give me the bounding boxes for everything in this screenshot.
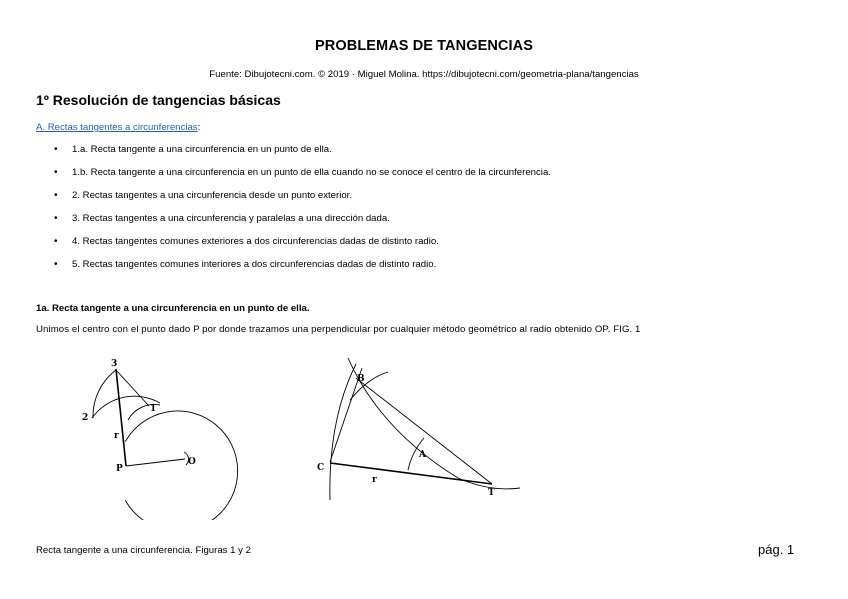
label-r2: r: [372, 475, 377, 485]
list-item-text: 2. Rectas tangentes a una circunferencia desde un punto exterior.: [72, 190, 352, 201]
label-3: 3: [111, 359, 118, 369]
radius-ct: [330, 463, 492, 484]
label-r: r: [114, 431, 119, 441]
list-item: [36, 253, 551, 276]
source-line: Fuente: Dibujotecni.com. © 2019 · Miguel Molina. https://dibujotecni.com/geometria-plana/tangencias: [209, 69, 639, 80]
arc-from-3-outer: [93, 370, 116, 418]
subsection-link[interactable]: A. Rectas tangentes a circunferencias: [36, 122, 198, 133]
label-p: P: [116, 464, 123, 474]
label-b: B: [357, 374, 365, 384]
document-title: PROBLEMAS DE TANGENCIAS: [315, 38, 533, 54]
section-1a-title: 1a. Recta tangente a una circunferencia en un punto de ella.: [36, 303, 310, 314]
list-item-text: 5. Rectas tangentes comunes interiores a dos circunferencias dadas de distinto radio.: [72, 259, 437, 270]
list-item-text: 1.a. Recta tangente a una circunferencia en un punto de ella.: [72, 144, 332, 155]
label-a: A: [419, 450, 426, 460]
list-item: [36, 161, 551, 184]
label-o: O: [188, 457, 196, 467]
figure-1: [92, 369, 238, 520]
section-heading: 1º Resolución de tangencias básicas: [36, 92, 281, 108]
bullet-icon: •: [54, 144, 58, 155]
topic-list: [36, 138, 551, 276]
label-c: C: [317, 463, 325, 473]
list-item-text: 4. Rectas tangentes comunes exteriores a dos circunferencias dadas de distinto radio.: [72, 236, 439, 247]
list-item: [36, 184, 551, 207]
list-item: [36, 207, 551, 230]
label-t: T: [488, 488, 495, 498]
arc-from-3-right: [116, 370, 149, 406]
label-1: 1: [150, 404, 157, 414]
bullet-icon: •: [54, 236, 58, 247]
arc-through-c: [330, 364, 356, 500]
list-item-text: 3. Rectas tangentes a una circunferencia y paralelas a una dirección dada.: [72, 213, 390, 224]
bullet-icon: •: [54, 213, 58, 224]
page-number: pág. 1: [758, 542, 795, 557]
line-bt: [356, 378, 492, 484]
list-item-text: 1.b. Recta tangente a una circunferencia en un punto de ella cuando no se conoce el centro de la circunferencia.: [72, 167, 551, 178]
tangent-line-p3: [116, 369, 126, 466]
list-item: [36, 230, 551, 253]
bullet-icon: •: [54, 190, 58, 201]
figure-caption: Recta tangente a una circunferencia. Figuras 1 y 2: [36, 545, 251, 556]
label-2: 2: [82, 413, 89, 423]
section-1a-description: Unimos el centro con el punto dado P por donde trazamos una perpendicular por cualquier método geométrico al radio obtenido OP. FIG. 1: [36, 324, 641, 335]
subsection-colon: :: [197, 122, 201, 133]
list-item: [36, 138, 551, 161]
radius-op: [126, 459, 185, 466]
tangency-figures: [0, 350, 560, 520]
main-circle: [125, 411, 237, 520]
bullet-icon: •: [54, 167, 58, 178]
bullet-icon: •: [54, 259, 58, 270]
subsection-heading: [36, 122, 200, 133]
